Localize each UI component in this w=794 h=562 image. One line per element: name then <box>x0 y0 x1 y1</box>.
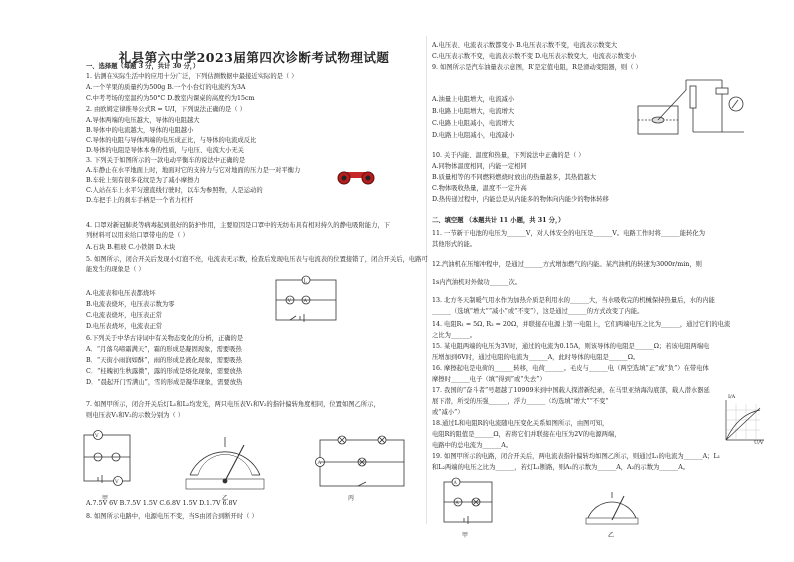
question-17-cont: 展下潜，所受的压强______，浮力______（均选填“增大”“不变” <box>432 398 609 405</box>
question-9: 9. 如图所示是汽车油量表示意图，R′是定值电阻，R是滑动变阻器，则（ ） <box>432 64 642 71</box>
q5-option-c: C.电流表烧坏，电压表正常 <box>86 312 162 319</box>
section-choice-heading: 一、选择题（每题 3 分，共计 30 分，） <box>86 63 200 70</box>
q7-circuit-bing <box>312 432 412 494</box>
question-10: 10. 关于内能、温度和热量，下列说法中正确的是（ ） <box>432 152 585 159</box>
q1-options-ab: A.一个苹果的质量约为500g B.一个小台灯的电流约为3A <box>86 84 246 91</box>
question-3: 3. 下列关于如图所示的一款电动平衡车的说法中正确的是 <box>86 157 246 164</box>
fig7-label-bing: 丙 <box>348 495 355 502</box>
question-2: 2. 由欧姆定律推导公式R = U/I，下列说法正确的是（ ） <box>86 106 246 113</box>
q1-options-cd: C.中考考场的室温约为50°C D.教室内课桌的高度约为15cm <box>86 95 255 102</box>
svg-text:A: A <box>303 298 308 304</box>
q7-options: A.7.5V 6V B.7.5V 1.5V C.6.8V 1.5V D.1.7V 6.8V <box>86 500 238 507</box>
svg-text:A: A <box>453 481 457 486</box>
column-divider <box>426 36 427 524</box>
question-18-cont2: 电路中的总电流为______A。 <box>432 442 513 449</box>
fig18-axis-i: I/A <box>728 394 736 400</box>
question-4: 4. 口罩对新冠肺炎等病毒起到很好的防护作用，主要原因是口罩中的无纺布具有相对持久的静电吸附能力，下 <box>86 222 390 229</box>
q10-option-d: D.热传递过程中，内能总是从内能多的物体向内能少的物体转移 <box>432 196 609 203</box>
q5-option-b: B.电流表烧坏，电压表示数为零 <box>86 301 175 308</box>
question-7: 7. 如图甲所示，闭合开关后灯L₁和L₂均发光，两只电压表V₁和V₂的指针偏转角度相同，位置如图乙所示， <box>86 401 380 408</box>
q5-option-a: A.电流表和电压表都烧坏 <box>86 290 156 297</box>
fig7-label-jia: 甲 <box>102 495 109 502</box>
q7-circuit-jia <box>76 423 136 491</box>
question-18-cont: 电阻R的阻值是______Ω，若将它们并联接在电压为2V的电源两端， <box>432 431 621 438</box>
fig7-label-yi: 乙 <box>222 495 229 502</box>
q3-option-c: C.人站在车上水平匀速直线行驶时，以车为参照物，人是运动的 <box>86 187 263 194</box>
q9-option-c: C.电路上电阻减小，电流增大 <box>432 120 515 127</box>
question-12-cont: 1s内汽油机对外做功______次。 <box>432 279 522 286</box>
question-4-cont: 列材料可以用来给口罩带电的是（ ） <box>86 232 189 239</box>
q2-option-d: D.导体的电阻是导体本身的性质，与电压、电流大小无关 <box>86 147 244 154</box>
svg-text:A: A <box>455 501 459 506</box>
question-17-cont2: 或“减小”） <box>432 409 464 416</box>
q19-ammeter-yi <box>582 480 642 526</box>
q6-option-d: D．“晨起开门雪满山”，雪的形成是凝华现象，需要放热 <box>86 379 243 386</box>
q8-options-ab: A.电压表、电流表示数都变小 B.电压表示数不变，电流表示数变大 <box>432 42 618 49</box>
q5-circuit-figure <box>270 270 342 328</box>
question-14: 14. 电阻R₁ = 5Ω, R₂ = 20Ω，并联接在电源上第一电阻上，它们两端电压之比为______，通过它们的电流 <box>432 321 731 328</box>
q10-option-c: C.物体吸收热量，温度不一定升高 <box>432 185 527 192</box>
q3-option-b: B.车轮上刻有很多花纹是为了减小摩擦力 <box>86 177 200 184</box>
question-6: 6.下列关于中华古诗词中有关物态变化的分析，正确的是 <box>86 335 244 342</box>
q2-option-a: A.导体两端的电压越大，导体的电阻越大 <box>86 117 200 124</box>
question-5-cont: 能发生的现象是（ ） <box>86 266 145 273</box>
question-16-cont: 摩擦时______电子（填“得到”或“失去”） <box>432 376 546 383</box>
q18-iu-graph <box>720 396 766 446</box>
question-11-cont: 其他形式的能。 <box>432 241 477 248</box>
question-19: 19. 如图甲所示的电路，闭合开关后，两电流表指针偏转均如图乙所示，则通过L₁的电流为______A；L₁ <box>432 453 721 460</box>
q2-option-c: C.导体的电阻与导体两端的电压成正比，与导体的电流成反比 <box>86 137 257 144</box>
q6-option-c: C．“桂魄初生秋露微”，露的形成是熔化现象，需要放热 <box>86 368 243 375</box>
question-14-cont: 之比为______。 <box>432 332 477 339</box>
q9-option-d: D.电路上电阻减小，电流减小 <box>432 132 515 139</box>
q7-voltmeter-yi <box>182 425 268 491</box>
question-13: 13. 北方冬天制暖气用水作为加热介质是利用水的______大，当水吸收完的机械保持热量后，水的内能 <box>432 297 715 304</box>
fig19-label-jia: 甲 <box>462 532 469 539</box>
q2-option-b: B.导体中的电流越大，导体的电阻越小 <box>86 127 194 134</box>
q9-option-a: A.油量上电阻增大，电流减小 <box>432 96 515 103</box>
q5-option-d: D.电压表烧坏，电流表正常 <box>86 323 163 330</box>
question-17: 17. 我国的“奋斗者”号超越了10909米到中国载人探潜新纪录，在马里亚纳海沟底部，载人潜水器延 <box>432 387 710 394</box>
question-7-cont: 则电压表V₁和V₂的示数分别为（ ） <box>86 412 185 419</box>
fig18-axis-u: U/V <box>754 440 764 446</box>
question-15-cont: 压增加到6V时，通过电阻的电流为______A，此时导体的电阻是______Ω。 <box>432 354 640 361</box>
q8-options-cd: C.电压表示数不变，电流表示数不变 D.电压表示数变大，电流表示数变小 <box>432 53 637 60</box>
question-16: 16. 摩擦起电是电荷的______转移，电荷______。毛皮与______电（两空选填“正”或“负”）在带电体 <box>432 365 709 372</box>
q10-option-b: B.质量相等的不同燃料燃烧时放出的热量越多，其热值越大 <box>432 174 597 181</box>
svg-text:V: V <box>115 479 119 485</box>
question-18: 18.通过L和电阻R的电流随电压变化关系如图所示，由图可知， <box>432 420 609 427</box>
q3-option-d: D.车把手上的刹车手柄是一个省力杠杆 <box>86 197 194 204</box>
svg-text:V: V <box>287 298 292 304</box>
q10-option-a: A.同物体温度相同，内能一定相同 <box>432 163 527 170</box>
svg-text:L: L <box>303 278 308 285</box>
scooter-figure <box>336 166 376 186</box>
q4-options: A.石块 B.粗玻 C.小铁钢 D.木块 <box>86 244 176 251</box>
question-8: 8. 如图所示电路中，电源电压不变，当S由闭合到断开时（ ） <box>86 513 258 520</box>
q19-circuit-jia <box>438 474 498 530</box>
question-11: 11. 一节新干电池的电压为______V，对人体安全的电压是______V。电路工作时将______能转化为 <box>432 230 705 237</box>
question-12: 12.汽油机在压缩冲程中，是通过______方式增加燃气的内能。某汽油机的转速为3000r/min，则 <box>432 261 702 268</box>
fig19-label-yi: 乙 <box>608 532 615 539</box>
svg-text:A: A <box>317 460 322 466</box>
question-15: 15. 某电阻两端的电压为3V时，通过的电流为0.15A，则该导体的电阻是______Ω；若该电阻两端电 <box>432 343 710 350</box>
q9-option-b: B.电路上电阻增大，电流增大 <box>432 108 515 115</box>
question-1: 1. 估测在实际生活中的应用十分广泛，下列估测数据中最接近实际的是（ ） <box>86 73 298 80</box>
exam-title: 礼县第六中学2023届第四次诊断考试物理试题 <box>118 50 390 65</box>
svg-text:V: V <box>95 433 99 439</box>
q6-option-a: A．“月落乌啼霜满天”，霜的形成是凝固现象，需要吸热 <box>86 346 242 353</box>
question-19-cont: 和L₂两端的电压之比为______，若灯L₁断路，则A₁的示数为______A，A₂的示数为______A。 <box>432 464 690 471</box>
question-13-cont: ______（选填“增大”“减小”或“不变”），这是通过______的方式改变了内能。 <box>432 308 644 315</box>
q3-option-a: A.车静止在水平地面上时，地面对它的支持力与它对地面的压力是一对平衡力 <box>86 167 301 174</box>
question-5: 5. 如图所示，闭合开关后发现小灯泡不亮，电流表无示数，检查后发现电压表与电流表的位置接错了，闭合开关后，电路可 <box>86 256 428 263</box>
q6-option-b: B．“天街小雨润如酥”，雨的形成是液化现象，需要吸热 <box>86 357 242 364</box>
section-fill-heading: 二、填空题 （本题共计 11 小题，共 31 分，） <box>432 217 565 224</box>
q9-fuel-gauge-figure <box>632 76 752 140</box>
